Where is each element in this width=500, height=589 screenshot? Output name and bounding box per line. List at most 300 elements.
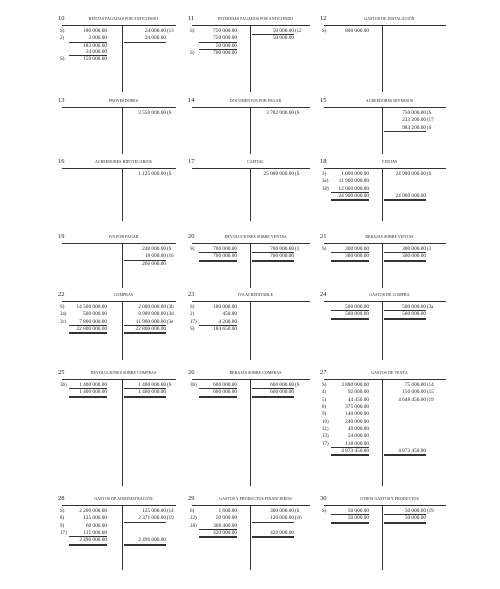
credit-entry (252, 382, 312, 389)
debit-entry (190, 253, 237, 261)
credit-column (124, 246, 178, 268)
credit-entry (252, 523, 312, 530)
debit-entry (322, 419, 369, 426)
entry-reference: (S (167, 172, 172, 177)
credit-entry (384, 397, 448, 404)
entry-amount: 375 000.00 (345, 404, 369, 411)
entry-amount: 600 000.00 (252, 389, 294, 397)
entry-reference: (3a (427, 305, 434, 310)
entry-amount: 4 873 450.00 (384, 448, 426, 456)
t-account-top-rule (192, 107, 310, 108)
t-account-center-rule (122, 379, 123, 486)
credit-entry (252, 35, 312, 42)
entry-reference: S) (190, 247, 195, 252)
entry-reference: 4) (322, 390, 327, 396)
entry-amount: 248 000.00 (142, 246, 166, 252)
debit-entry (60, 530, 107, 537)
t-account-top-rule (324, 168, 446, 169)
t-account-top-rule (192, 25, 310, 26)
account-number: 14 (188, 97, 195, 104)
ledger-account (188, 232, 314, 288)
t-account-top-rule (62, 25, 176, 26)
account-header (58, 368, 180, 378)
account-number: 16 (58, 158, 65, 165)
t-account-top-rule (192, 243, 310, 244)
entry-amount: 12 000 000.00 (331, 186, 369, 193)
account-title: COMPRAS (113, 293, 134, 297)
t-account-top-rule (62, 243, 176, 244)
debit-entry (190, 311, 237, 318)
ledger-account (58, 290, 180, 360)
debit-entry (322, 426, 369, 433)
entry-reference: (3e (167, 319, 174, 325)
credit-entry (384, 426, 448, 433)
debit-entry (322, 171, 369, 178)
account-header (320, 494, 450, 504)
entry-amount: 24 900 000.00 (395, 171, 426, 177)
ledger-account (320, 290, 450, 360)
t-account-center-rule (122, 301, 123, 360)
debit-entry (322, 404, 369, 411)
account-header (188, 290, 314, 300)
entry-reference: 13) (322, 434, 329, 440)
ledger-account (320, 232, 450, 288)
entry-reference: (13 (167, 29, 174, 34)
account-number: 13 (58, 97, 65, 104)
entry-amount: 600 000.00 (199, 382, 237, 389)
entry-amount: 750 000.00 (213, 28, 237, 34)
entry-amount: 183 000.00 (83, 42, 107, 49)
entry-amount: 22 800 000.00 (69, 326, 107, 334)
credit-entry (124, 530, 178, 537)
credit-column (124, 171, 178, 178)
t-account-center-rule (122, 25, 123, 92)
account-number: 20 (188, 233, 195, 240)
t-account-center-rule (382, 168, 383, 221)
debit-entry (322, 441, 369, 448)
credit-entry (252, 508, 312, 515)
entry-reference: (15 (427, 390, 434, 396)
entry-amount: 800 000.00 (345, 28, 369, 34)
entry-reference: (3 (295, 247, 300, 252)
entry-reference: S) (322, 509, 327, 514)
entry-amount: 120 000.00 (252, 515, 294, 522)
t-account-center-rule (382, 25, 383, 92)
credit-entry (252, 515, 312, 522)
entry-amount: 24 900 000.00 (384, 193, 426, 201)
debit-column (322, 304, 369, 320)
entry-reference: 9) (322, 412, 327, 418)
credit-entry (124, 246, 178, 253)
entry-amount: 600 000.00 (199, 389, 237, 397)
account-title: DEVOLUCIONES SOBRE COMPRAS (90, 371, 157, 375)
debit-entry (190, 515, 237, 522)
entry-amount: 983 200.00 (384, 125, 426, 132)
ledger-account (188, 494, 314, 570)
credit-entry (384, 125, 448, 132)
account-title: OTROS GASTOS Y PRODUCTOS (360, 497, 419, 501)
entry-amount: 2 000 000.00 (138, 304, 166, 310)
entry-amount: 159 000.00 (83, 56, 107, 63)
credit-column (384, 508, 448, 524)
credit-column (252, 382, 312, 398)
t-account-center-rule (250, 168, 251, 221)
entry-amount: 24 900 000.00 (331, 193, 369, 201)
entry-amount: 300 000.00 (384, 246, 426, 253)
entry-amount: 25 000 000.00 (263, 171, 294, 177)
account-number: 27 (320, 369, 327, 376)
debit-entry (322, 411, 369, 418)
debit-entry (60, 537, 107, 545)
t-account-top-rule (324, 379, 446, 380)
account-number: 28 (58, 495, 65, 502)
credit-entry (384, 178, 448, 185)
debit-entry (322, 178, 369, 185)
entry-amount: 4 200.00 (199, 319, 237, 326)
t-account-top-rule (62, 301, 176, 302)
ledger-account (188, 290, 314, 360)
account-header (188, 96, 314, 106)
entry-amount: 50 000.00 (384, 515, 426, 523)
entry-reference: (14 (167, 509, 174, 514)
t-account-top-rule (324, 301, 446, 302)
entry-amount: 450.00 (222, 311, 237, 318)
credit-column (252, 28, 312, 43)
debit-entry (190, 319, 237, 326)
account-title: GASTOS DE INSTALACIÓN (364, 17, 415, 21)
entry-amount: 50 000.00 (215, 515, 237, 522)
entry-reference: 8) (60, 516, 65, 522)
account-number: 21 (320, 233, 327, 240)
t-account-center-rule (250, 505, 251, 570)
debit-entry (190, 389, 237, 397)
entry-amount: 300 000.00 (384, 253, 426, 261)
entry-reference: 17) (190, 319, 197, 325)
ledger-account (58, 494, 180, 570)
account-number: 24 (320, 291, 327, 298)
credit-entry (124, 508, 178, 515)
entry-amount: 40 000.00 (347, 426, 369, 433)
ledger-account (58, 368, 180, 486)
account-title: GASTOS DE COMPRA (369, 293, 410, 297)
entry-amount: 1 400 000.00 (69, 389, 107, 397)
debit-entry (322, 508, 369, 515)
debit-column (60, 28, 107, 64)
entry-reference: 2) (190, 312, 195, 318)
debit-entry (190, 43, 237, 50)
account-number: 15 (320, 97, 327, 104)
entry-amount: 700 000.00 (213, 50, 237, 57)
t-account-center-rule (250, 25, 251, 92)
debit-column (322, 508, 369, 524)
debit-entry (322, 311, 369, 319)
credit-entry (124, 35, 178, 42)
ledger-account (320, 368, 450, 486)
entry-amount: 3 550 000.00 (138, 110, 166, 116)
account-number: 23 (188, 291, 195, 298)
account-header (58, 157, 180, 167)
entry-amount: 700 000.00 (252, 246, 294, 253)
entry-amount: 2 496 000.00 (69, 537, 107, 545)
credit-entry (124, 523, 178, 530)
credit-entry (384, 110, 448, 117)
t-account-top-rule (192, 168, 310, 169)
debit-column (190, 304, 237, 333)
entry-reference: 8) (322, 405, 327, 411)
credit-entry (384, 515, 448, 523)
debit-column (60, 508, 107, 546)
entry-amount: 2 496 000.00 (124, 537, 166, 545)
ledger-account (320, 96, 450, 154)
entry-reference: 3b) (60, 383, 67, 388)
account-title: RENTAS PAGADAS POR ANTICIPADO (88, 17, 159, 21)
account-number: 10 (58, 15, 65, 22)
entry-reference: 5) (322, 397, 327, 403)
entry-amount: 24 000.00 (69, 49, 107, 56)
credit-entry (124, 110, 178, 117)
entry-amount: 44 450.00 (347, 396, 369, 403)
t-account-top-rule (324, 505, 446, 506)
account-header (188, 14, 314, 24)
credit-entry (384, 404, 448, 411)
entry-amount: 300 000.00 (331, 246, 369, 253)
debit-entry (190, 35, 237, 42)
entry-amount: 18 000.00 (124, 253, 166, 260)
entry-amount: 500 000.00 (384, 311, 426, 319)
debit-entry (60, 508, 107, 515)
entry-reference: 12) (190, 516, 197, 522)
t-account-center-rule (122, 505, 123, 570)
ledger-account (58, 157, 180, 221)
debit-column (190, 382, 237, 398)
account-header (188, 232, 314, 242)
entry-amount: 1 400 000.00 (124, 389, 166, 397)
account-header (188, 368, 314, 378)
entry-amount: 50 000.00 (199, 43, 237, 50)
entry-amount: 600 000.00 (252, 382, 294, 389)
debit-entry (60, 56, 107, 63)
credit-column (384, 382, 448, 456)
account-title: VENTAS (381, 160, 398, 164)
entry-amount: 125 000.00 (142, 508, 166, 514)
entry-amount: 2 371 000.00 (124, 515, 166, 522)
t-account-top-rule (324, 25, 446, 26)
account-header (320, 232, 450, 242)
entry-reference: S) (60, 509, 65, 514)
ledger-account (58, 96, 180, 154)
t-account-center-rule (382, 379, 383, 486)
entry-reference: (S (427, 111, 432, 116)
debit-entry (190, 326, 237, 333)
entry-reference: S) (322, 247, 327, 252)
entry-amount: 24 000.00 (347, 433, 369, 440)
account-number: 12 (320, 15, 327, 22)
entry-reference: (3 (427, 247, 432, 252)
debit-entry (322, 186, 369, 193)
entry-amount: 700 000.00 (199, 253, 237, 261)
debit-entry (190, 246, 237, 253)
entry-reference: (19 (427, 509, 434, 514)
entry-reference: 2) (60, 36, 65, 42)
t-account-center-rule (382, 243, 383, 288)
entry-reference: S) (60, 305, 65, 310)
t-account-top-rule (62, 107, 176, 108)
entry-amount: 700 000.00 (252, 253, 294, 261)
ledger-account (188, 14, 314, 92)
debit-entry (60, 515, 107, 522)
entry-amount: 50 000.00 (331, 508, 369, 515)
credit-entry (384, 117, 448, 124)
ledger-account (188, 157, 314, 221)
entry-amount: 500 000.00 (384, 304, 426, 311)
t-account-center-rule (122, 107, 123, 154)
entry-reference: S) (190, 305, 195, 310)
entry-amount: 420 000.00 (199, 530, 237, 538)
credit-entry (384, 441, 448, 448)
t-account-top-rule (324, 107, 446, 108)
entry-amount: 180 000.00 (213, 304, 237, 310)
credit-entry (384, 508, 448, 515)
entry-reference: (S (167, 111, 172, 116)
account-title: ACREEDORES DIVERSOS (365, 99, 414, 103)
debit-entry (322, 448, 369, 456)
credit-entry (384, 171, 448, 178)
entry-amount: 300 000.00 (270, 508, 294, 514)
entry-reference: (16 (167, 254, 174, 260)
entry-amount: 111 000.00 (69, 530, 107, 537)
account-title: INTERESES PAGADOS POR ANTICIPADO (217, 17, 294, 21)
entry-amount: 125 000.00 (83, 515, 107, 522)
account-title: DOCUMENTOS POR PAGAR (229, 99, 282, 103)
t-account-center-rule (122, 243, 123, 288)
debit-entry (60, 389, 107, 397)
entry-amount: 11 900 000.00 (338, 178, 369, 185)
t-account-top-rule (192, 379, 310, 380)
credit-entry (384, 448, 448, 456)
credit-entry (124, 319, 178, 326)
account-title: ACREEDORES HIPOTECARIOS (95, 160, 152, 164)
account-title: GASTOS Y PRODUCTOS FINANCIEROS (219, 497, 292, 501)
entry-amount: 140 000.00 (345, 411, 369, 418)
debit-entry (322, 193, 369, 201)
ledger-account (188, 368, 314, 486)
credit-column (124, 110, 178, 117)
debit-entry (190, 50, 237, 57)
t-account-top-rule (192, 505, 310, 506)
credit-entry (124, 311, 178, 318)
entry-amount: 1 125 000.00 (138, 171, 166, 177)
credit-column (124, 382, 178, 398)
credit-entry (124, 261, 178, 268)
account-title: PROVEEDORES (109, 99, 138, 103)
entry-reference: 11) (322, 427, 329, 433)
entry-amount: 500 000.00 (331, 304, 369, 311)
entry-amount: 22 800 000.00 (124, 326, 166, 334)
debit-entry (322, 389, 369, 396)
debit-entry (322, 433, 369, 440)
entry-amount: 118 000.00 (331, 441, 369, 448)
ledger-account (320, 14, 450, 92)
entry-reference: (S (167, 247, 172, 252)
credit-column (384, 171, 448, 201)
debit-column (190, 508, 237, 538)
entry-amount: 75 000.00 (404, 382, 426, 388)
debit-entry (322, 382, 369, 389)
debit-entry (322, 397, 369, 404)
account-number: 17 (188, 158, 195, 165)
debit-entry (60, 326, 107, 334)
account-title: REBAJAS SOBRE COMPRAS (229, 371, 282, 375)
credit-entry (384, 433, 448, 440)
credit-entry (384, 311, 448, 319)
credit-entry (124, 28, 178, 35)
entry-amount: 4 873 450.00 (331, 448, 369, 456)
debit-column (190, 246, 237, 262)
credit-column (124, 508, 178, 546)
account-title: GASTOS DE ADMINISTRACIÓN (94, 497, 153, 501)
t-account-center-rule (382, 107, 383, 154)
credit-entry (384, 411, 448, 418)
debit-column (190, 28, 237, 57)
entry-reference: 10) (322, 419, 329, 425)
credit-entry (124, 304, 178, 311)
entry-reference: (19 (427, 397, 434, 403)
entry-reference: 3) (322, 172, 327, 177)
t-account-center-rule (382, 301, 383, 360)
debit-entry (60, 311, 107, 318)
entry-amount: 233 200.00 (402, 117, 426, 124)
debit-entry (60, 49, 107, 56)
entry-amount: 50 000.00 (331, 515, 369, 523)
credit-entry (384, 193, 448, 201)
t-account-top-rule (324, 243, 446, 244)
t-account-top-rule (62, 379, 176, 380)
entry-reference: (17 (427, 118, 434, 124)
credit-entry (252, 389, 312, 397)
debit-entry (190, 304, 237, 311)
account-title: IVA POR PAGAR (108, 235, 139, 239)
debit-entry (60, 319, 107, 326)
account-header (58, 494, 180, 504)
entry-reference: (12 (295, 29, 302, 34)
entry-amount: 700 000.00 (199, 246, 237, 253)
credit-entry (252, 110, 312, 117)
credit-entry (124, 389, 178, 397)
entry-reference: (S (295, 111, 300, 116)
entry-reference: (S (295, 509, 300, 514)
account-number: 11 (188, 15, 195, 22)
entry-amount: 150 000.00 (402, 389, 426, 396)
credit-column (252, 508, 312, 538)
t-account-top-rule (192, 301, 310, 302)
entry-reference: S) (190, 51, 195, 57)
account-header (320, 96, 450, 106)
entry-reference: S) (322, 383, 327, 388)
entry-reference: (S (167, 383, 172, 388)
entry-reference: 18) (190, 523, 197, 529)
account-header (58, 14, 180, 24)
credit-entry (124, 382, 178, 389)
account-header (320, 14, 450, 24)
debit-column (322, 28, 369, 35)
entry-amount: 50 000.00 (252, 28, 294, 35)
entry-amount: 184 650.00 (213, 326, 237, 333)
entry-amount: 14 500 000.00 (76, 304, 107, 310)
entry-amount: 1 400 000.00 (124, 382, 166, 389)
credit-column (384, 246, 448, 262)
entry-amount: 3 782 000.00 (266, 110, 294, 116)
credit-column (252, 246, 312, 262)
